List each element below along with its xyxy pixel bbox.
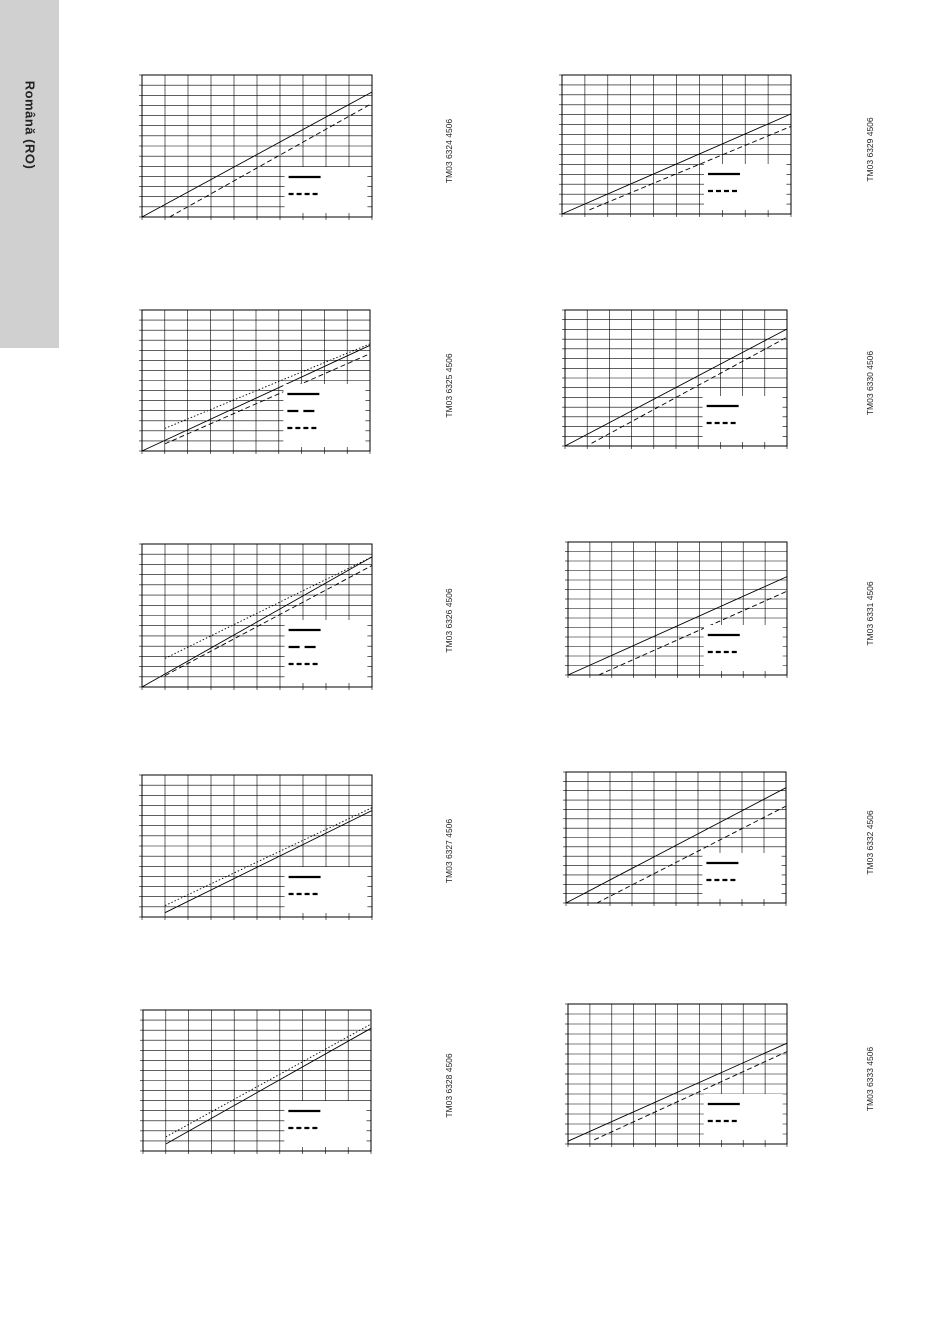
chart-8-code-label: TM03 6332 4506 — [865, 810, 875, 875]
chart-4-legend — [703, 396, 783, 442]
chart-9-legend — [284, 1101, 366, 1147]
chart-10-legend — [704, 1094, 783, 1140]
chart-6-code-label: TM03 6331 4506 — [865, 581, 875, 646]
language-tab-label: Română (RO) — [22, 80, 38, 170]
chart-7-legend — [285, 867, 368, 913]
chart-6-legend — [704, 625, 783, 671]
chart-10-code-label: TM03 6333 4506 — [865, 1046, 875, 1112]
chart-5-code-label: TM03 6326 4506 — [444, 588, 454, 653]
chart-3-code-label: TM03 6325 4506 — [444, 353, 454, 418]
chart-7-code-label: TM03 6327 4506 — [444, 818, 454, 884]
chart-1-legend — [285, 167, 368, 213]
chart-1-code-label: TM03 6324 4506 — [444, 118, 454, 184]
chart-8-legend — [702, 853, 781, 899]
chart-4-code-label: TM03 6330 4506 — [865, 350, 875, 416]
chart-2-legend — [704, 164, 786, 210]
chart-2-code-label: TM03 6329 4506 — [865, 117, 875, 182]
chart-9-code-label: TM03 6328 4506 — [444, 1053, 454, 1118]
